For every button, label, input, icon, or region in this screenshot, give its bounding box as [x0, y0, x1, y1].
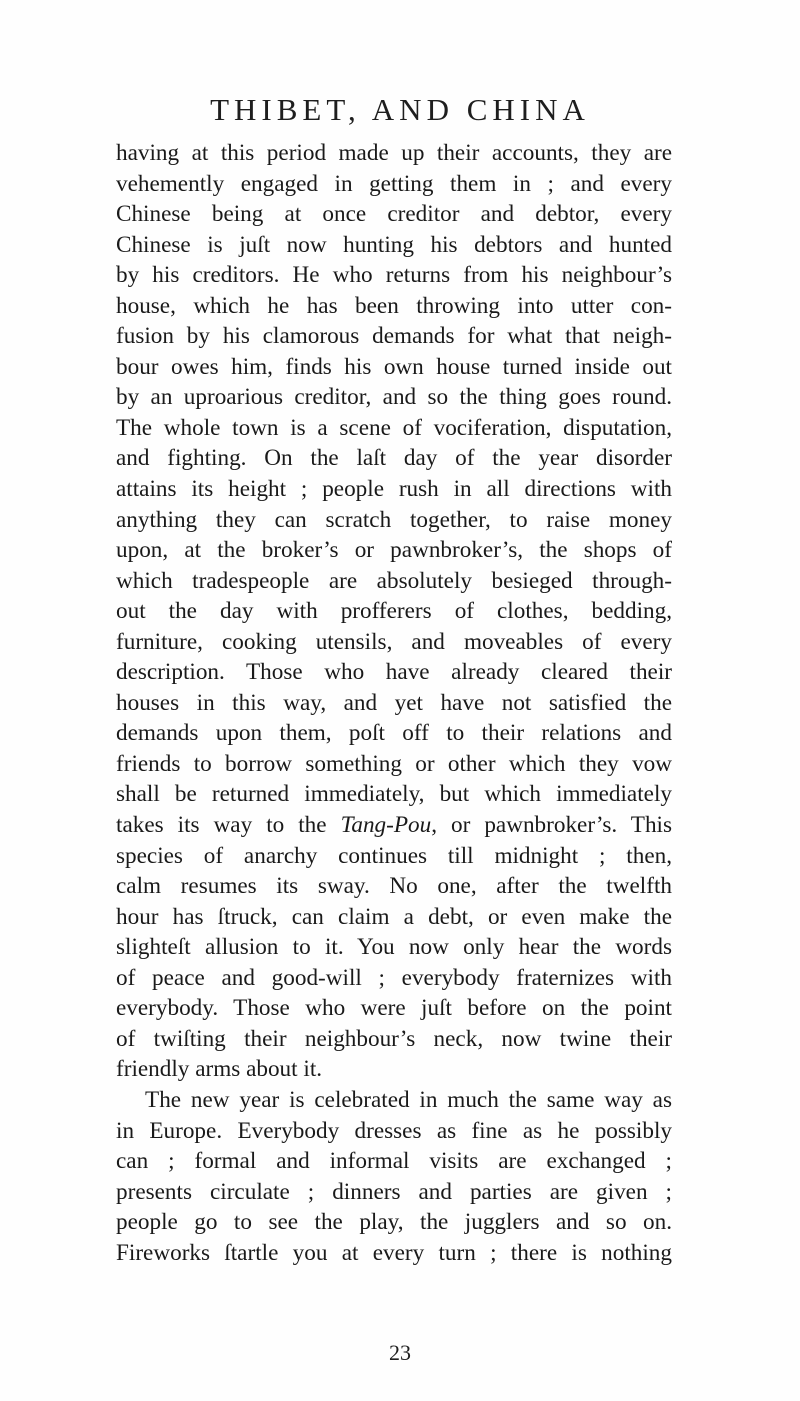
text-line: upon, at the broker’s or pawnbroker’s, the shops of — [116, 537, 672, 564]
text-line: anything they can scratch together, to raise money — [116, 506, 672, 533]
text-line: Chinese being at once creditor and debtor, every — [116, 201, 672, 228]
text-line: description. Those who have already cleared their — [116, 659, 672, 686]
text-line: out the day with profferers of clothes, bedding, — [116, 598, 672, 625]
text-line: The new year is celebrated in much the same way as — [116, 1086, 672, 1113]
body-text — [116, 138, 672, 1268]
text-line: fusion by his clamorous demands for what that neigh- — [116, 323, 672, 350]
text-line: in Europe. Everybody dresses as fine as he possibly — [116, 1117, 672, 1144]
text-line: houses in this way, and yet have not satisfied the — [116, 689, 672, 716]
page-number: 23 — [389, 1340, 411, 1365]
text-line: Chinese is juſt now hunting his debtors and hunted — [116, 231, 672, 258]
text-line: of twiſting their neighbour’s neck, now twine their — [116, 1025, 672, 1052]
text-line: people go to see the play, the jugglers and so on. — [116, 1209, 672, 1236]
text-line: house, which he has been throwing into utter con- — [116, 292, 672, 319]
text-line: friends to borrow something or other which they vow — [116, 750, 672, 777]
text-line: furniture, cooking utensils, and moveables of every — [116, 628, 672, 655]
text-line: presents circulate ; dinners and parties are given ; — [116, 1178, 672, 1205]
text-line: friendly arms about it. — [116, 1056, 323, 1083]
text-line: vehemently engaged in getting them in ; and every — [116, 170, 672, 197]
text-line: can ; formal and informal visits are exchanged ; — [116, 1148, 672, 1175]
text-line: bour owes him, finds his own house turned inside out — [116, 353, 672, 380]
text-line: demands upon them, poſt off to their relations and — [116, 720, 672, 747]
text-line: by his creditors. He who returns from his neighbour’s — [116, 262, 672, 289]
text-line: which tradespeople are absolutely besieged through- — [116, 567, 672, 594]
text-line: attains its height ; people rush in all directions with — [116, 476, 672, 503]
text-line: everybody. Those who were juſt before on the point — [116, 995, 672, 1022]
text-line: takes its way to the Tang-Pou, or pawnbroker’s. This — [116, 812, 672, 839]
text-line: shall be returned immediately, but which immediately — [116, 781, 672, 808]
text-line: of peace and good-will ; everybody fraternizes with — [116, 964, 672, 991]
running-head: THIBET, AND CHINA — [210, 92, 590, 127]
text-line: and fighting. On the laſt day of the year disorder — [116, 445, 672, 472]
text-line: by an uproarious creditor, and so the thing goes round. — [116, 384, 672, 411]
text-line: calm resumes its sway. No one, after the twelfth — [116, 873, 672, 900]
text-line: Fireworks ſtartle you at every turn ; there is nothing — [116, 1239, 672, 1266]
text-line: having at this period made up their accounts, they are — [116, 140, 672, 166]
text-line: slighteſt allusion to it. You now only hear the words — [116, 934, 672, 961]
italic-term: Tang-Pou — [340, 812, 432, 839]
text-line: The whole town is a scene of vociferation, disputation, — [116, 414, 672, 441]
text-line: species of anarchy continues till midnight ; then, — [116, 842, 672, 869]
text-line: hour has ſtruck, can claim a debt, or even make the — [116, 903, 672, 930]
